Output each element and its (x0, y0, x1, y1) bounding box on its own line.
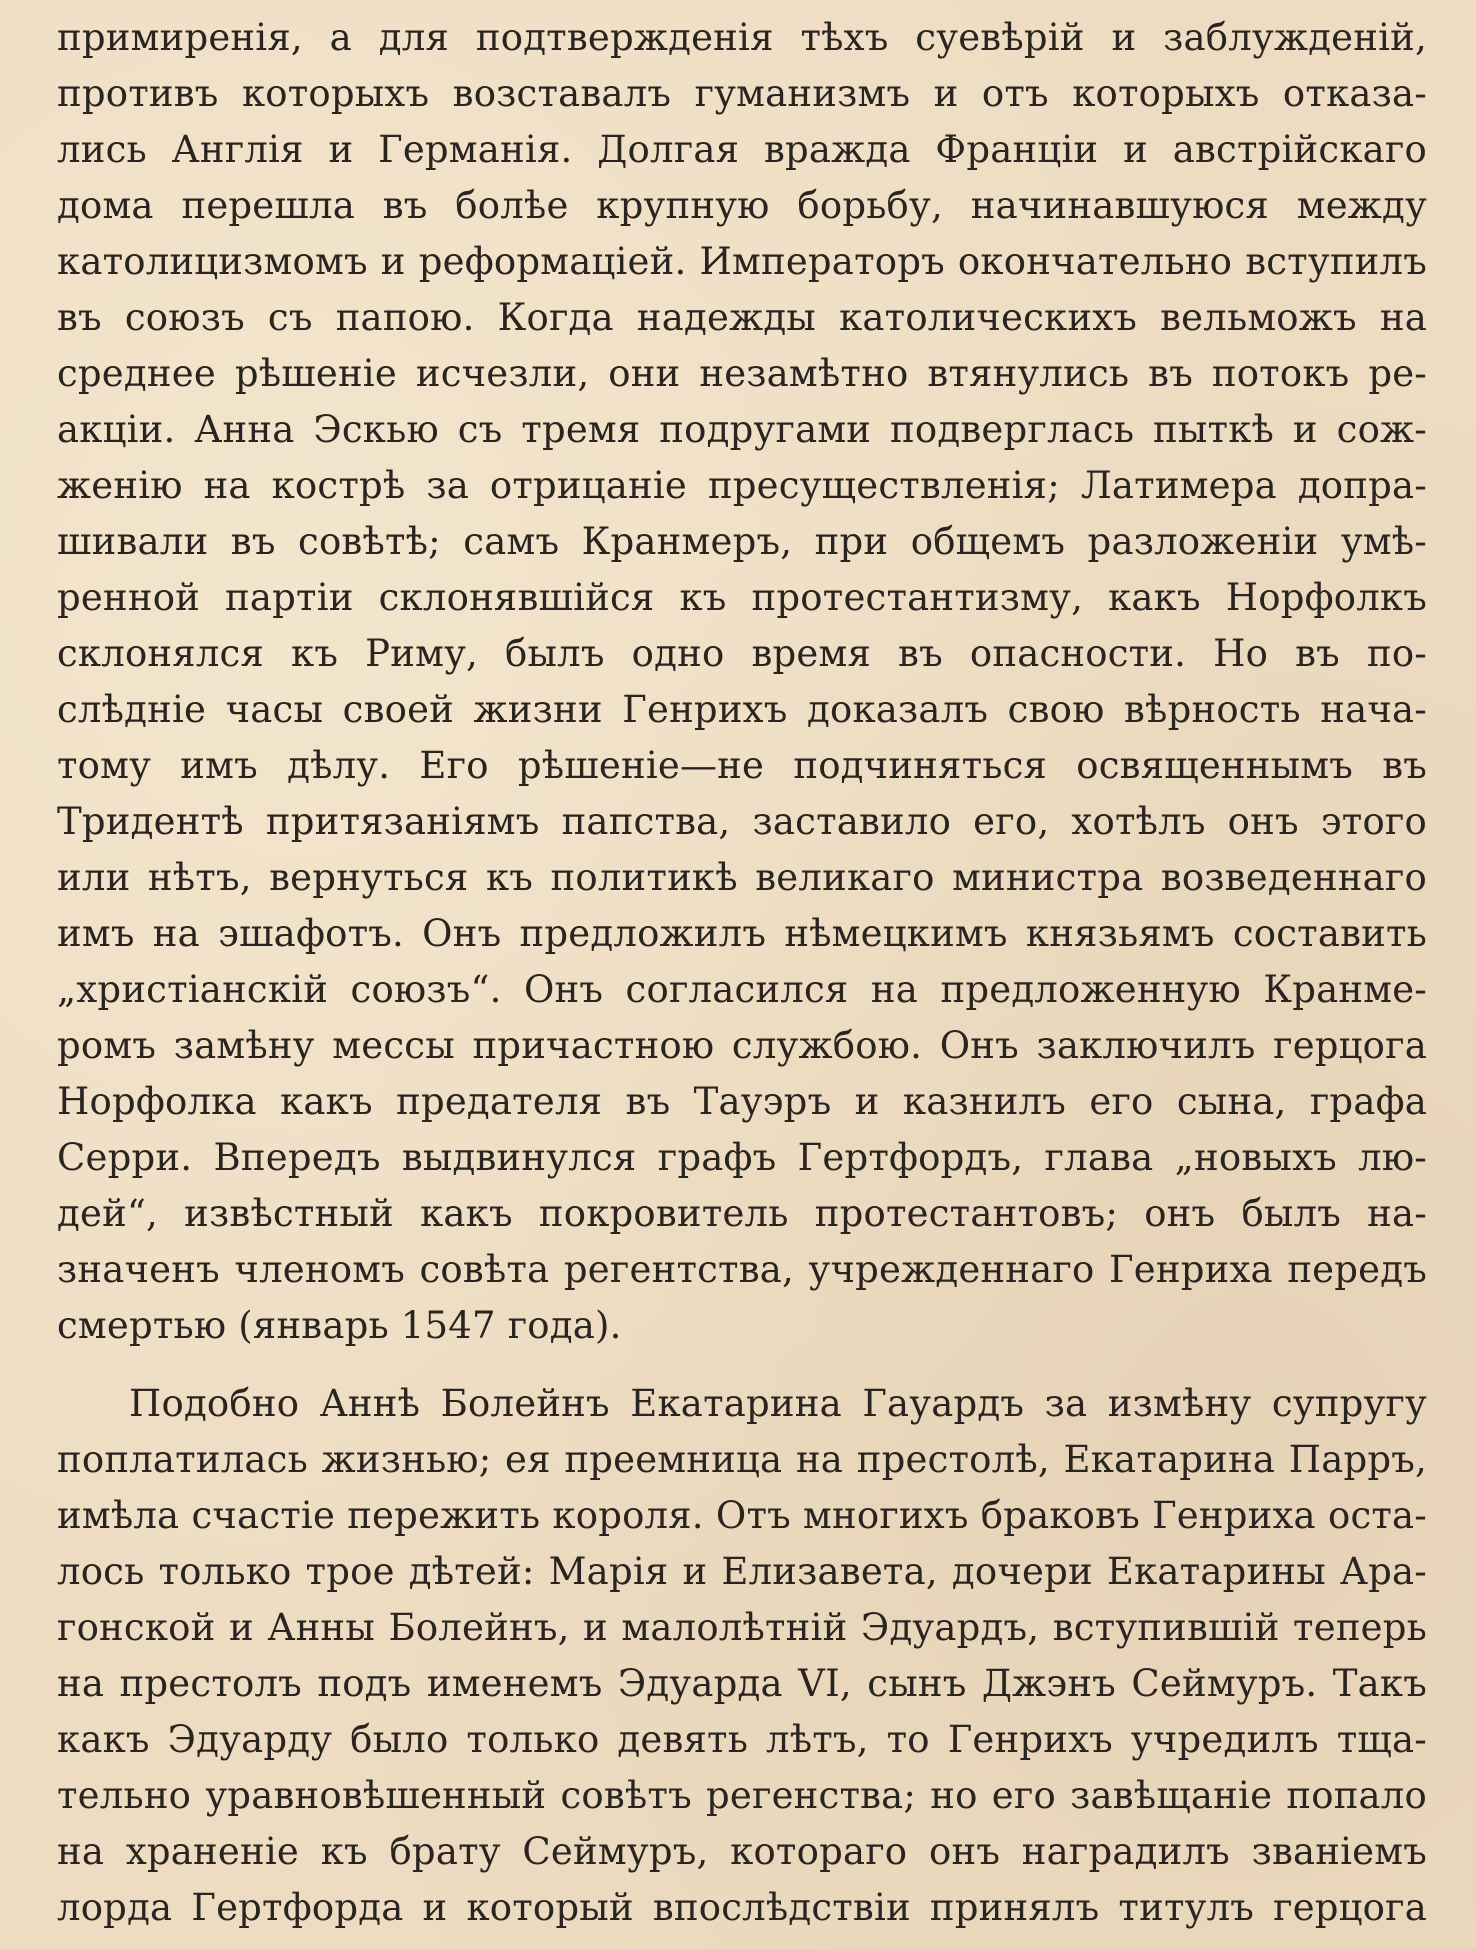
page-text (57, 10, 1427, 1936)
text-line: Норфолка какъ предателя въ Тауэръ и казнилъ его сына, графа (57, 1080, 1427, 1123)
paragraph-1 (57, 10, 1427, 1354)
text-line: среднее рѣшеніе исчезли, они незамѣтно втянулись въ потокъ ре- (57, 352, 1427, 395)
text-line: смертью (январь 1547 года). (57, 1304, 622, 1347)
text-line: Тридентѣ притязаніямъ папства, заставило его, хотѣлъ онъ этого (57, 800, 1427, 843)
text-line: лись Англія и Германія. Долгая вражда Франціи и австрійскаго (57, 128, 1427, 171)
text-line: поплатилась жизнью; ея преемница на престолѣ, Екатарина Парръ, (57, 1438, 1427, 1481)
text-line: католицизмомъ и реформаціей. Императоръ окончательно вступилъ (57, 240, 1427, 283)
text-line: акціи. Анна Эскью съ тремя подругами подверглась пыткѣ и сож- (57, 408, 1427, 451)
text-line: Подобно Аннѣ Болейнъ Екатарина Гауардъ за измѣну супругу (129, 1382, 1427, 1425)
text-line: въ союзъ съ папою. Когда надежды католическихъ вельможъ на (57, 296, 1427, 339)
text-line: женію на кострѣ за отрицаніе пресуществленія; Латимера допра- (57, 464, 1427, 507)
text-line: примиренія, а для подтвержденія тѣхъ суевѣрій и заблужденій, (57, 16, 1427, 59)
text-line: гонской и Анны Болейнъ, и малолѣтній Эдуардъ, вступившій теперь (57, 1606, 1427, 1649)
text-line: Серри. Впередъ выдвинулся графъ Гертфордъ, глава „новыхъ лю- (57, 1136, 1427, 1179)
text-line: шивали въ совѣтѣ; самъ Кранмеръ, при общемъ разложеніи умѣ- (57, 520, 1427, 563)
text-line: ромъ замѣну мессы причастною службою. Онъ заключилъ герцога (57, 1024, 1427, 1067)
text-line: противъ которыхъ возставалъ гуманизмъ и отъ которыхъ отказа- (57, 72, 1427, 115)
text-line: на престолъ подъ именемъ Эдуарда VI, сынъ Джэнъ Сеймуръ. Такъ (57, 1662, 1427, 1705)
text-line: имъ на эшафотъ. Онъ предложилъ нѣмецкимъ князьямъ составить (57, 912, 1427, 955)
text-line: или нѣтъ, вернуться къ политикѣ великаго министра возведеннаго (57, 856, 1427, 899)
text-line: лось только трое дѣтей: Марія и Елизавета, дочери Екатарины Ара- (57, 1550, 1427, 1593)
text-line: „христіанскій союзъ“. Онъ согласился на предложенную Кранме- (57, 968, 1427, 1011)
text-line: тельно уравновѣшенный совѣтъ регенства; но его завѣщаніе попало (57, 1774, 1427, 1817)
text-line: тому имъ дѣлу. Его рѣшеніе—не подчиняться освященнымъ въ (57, 744, 1427, 787)
text-line: склонялся къ Риму, былъ одно время въ опасности. Но въ по- (57, 632, 1427, 675)
text-line: дей“, извѣстный какъ покровитель протестантовъ; онъ былъ на- (57, 1192, 1427, 1235)
text-line: какъ Эдуарду было только девять лѣтъ, то Генрихъ учредилъ тща- (57, 1718, 1427, 1761)
text-line: лорда Гертфорда и который впослѣдствіи принялъ титулъ герцога (57, 1886, 1427, 1929)
text-line: значенъ членомъ совѣта регентства, учрежденнаго Генриха передъ (57, 1248, 1427, 1291)
paragraph-spacer (57, 1354, 1427, 1376)
text-line: на храненіе къ брату Сеймуръ, котораго онъ наградилъ званіемъ (57, 1830, 1427, 1873)
text-line: слѣдніе часы своей жизни Генрихъ доказалъ свою вѣрность нача- (57, 688, 1427, 731)
text-line: ренной партіи склонявшійся къ протестантизму, какъ Норфолкъ (57, 576, 1427, 619)
paragraph-2 (57, 1376, 1427, 1936)
text-line: имѣла счастіе пережить короля. Отъ многихъ браковъ Генриха оста- (57, 1494, 1427, 1537)
text-line: дома перешла въ болѣе крупную борьбу, начинавшуюся между (57, 184, 1427, 227)
